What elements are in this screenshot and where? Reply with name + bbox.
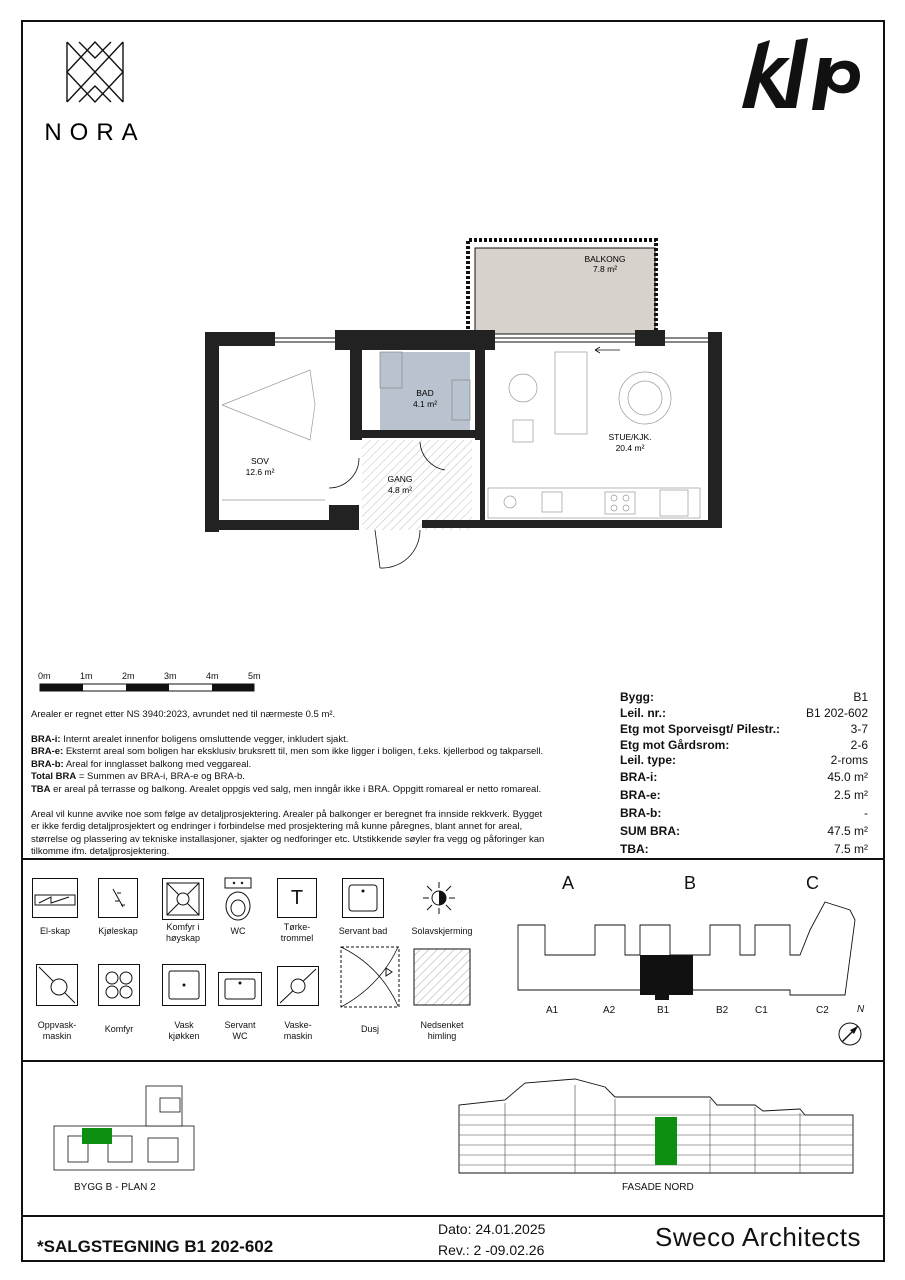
legend-label: Komfyr i høyskap bbox=[165, 922, 200, 943]
klp-logo bbox=[740, 38, 865, 113]
wc-icon bbox=[222, 876, 254, 922]
legend-label: Komfyr bbox=[104, 1024, 134, 1034]
room-name-gang: GANG bbox=[387, 474, 413, 484]
entrance-label: C2 bbox=[816, 1005, 829, 1016]
drawing-date: Dato: 24.01.2025 bbox=[438, 1221, 546, 1237]
hallway-ceiling-hatch bbox=[362, 440, 472, 530]
info-row: TBA: 7.5 m² bbox=[620, 842, 868, 856]
nedsenket-himling-icon bbox=[413, 948, 471, 1006]
komfyr-hoyskap-icon bbox=[162, 878, 204, 920]
apartment-info-table bbox=[620, 690, 868, 860]
servant-bad-icon bbox=[342, 878, 384, 918]
scale-label: 4m bbox=[206, 671, 219, 681]
selected-block-b1 bbox=[640, 955, 693, 995]
site-key-plan bbox=[515, 900, 860, 1000]
legend-label: Nedsenket himling bbox=[420, 1020, 464, 1041]
definition-line: TBA er areal på terrasse og balkong. Arealet oppgis ved salg, men inngår ikke i BRA. Oppgitt romareal er netto romareal. bbox=[31, 783, 542, 795]
disclaimer-line: størrelse og plassering av tekniske installasjoner, sjakter og nedforinger etc. Utstikkende søyler fra vegg og påforinger kan bbox=[31, 833, 545, 845]
drawing-revision: Rev.: 2 -09.02.26 bbox=[438, 1242, 545, 1258]
legend-label: Servant bad bbox=[338, 926, 388, 936]
el-skap-icon bbox=[32, 878, 78, 918]
east-wall bbox=[708, 332, 722, 522]
block-label-c: C bbox=[806, 873, 819, 893]
north-arrow-icon bbox=[836, 1016, 866, 1048]
block-label-a: A bbox=[562, 873, 575, 893]
legend-label: Dusj bbox=[360, 1024, 379, 1034]
room-area-sov: 12.6 m² bbox=[245, 467, 275, 477]
disclaimer-line: er ikke ferdig detaljprosjektert og endringer i forbindelse med prosjektering må kunne påregnes, blant annet for areal, bbox=[31, 821, 523, 833]
vaskemaskin-icon bbox=[277, 966, 319, 1006]
highlighted-unit bbox=[82, 1128, 112, 1144]
area-notes bbox=[31, 709, 601, 859]
definition-line: Total BRA = Summen av BRA-i, BRA-e og BRA-b. bbox=[31, 771, 245, 783]
scale-bar bbox=[40, 684, 260, 694]
room-area-stue: 20.4 m² bbox=[615, 443, 645, 453]
room-name-bad: BAD bbox=[416, 388, 434, 398]
info-row: Etg mot Sporveisgt/ Pilestr.: 3-7 bbox=[620, 722, 868, 736]
legend-label: El-skap bbox=[39, 926, 70, 936]
entrance-label: A2 bbox=[603, 1005, 616, 1016]
servant-wc-icon bbox=[218, 972, 262, 1006]
legend-label: Kjøleskap bbox=[98, 926, 138, 936]
legend-label: Servant WC bbox=[224, 1020, 256, 1041]
torketrommel-icon: T bbox=[277, 878, 317, 918]
block-label-b: B bbox=[684, 873, 697, 893]
solavskjerming-icon bbox=[423, 882, 455, 914]
scale-bar-labels bbox=[38, 671, 268, 683]
floor-plan bbox=[190, 230, 740, 590]
room-name-balkong: BALKONG bbox=[584, 254, 626, 264]
legend-label: Tørke- trommel bbox=[280, 922, 314, 943]
disclaimer-line: tilkomme ifm. detaljprosjektering. bbox=[31, 846, 170, 858]
entrance-label: B1 bbox=[657, 1005, 670, 1016]
definition-line: BRA-i: Internt arealet innenfor boligens omsluttende vegger, inkludert sjakt. bbox=[31, 733, 349, 745]
komfyr-icon bbox=[98, 964, 140, 1006]
info-row: Bygg: B1 bbox=[620, 690, 868, 704]
facade-thumbnail-caption: FASADE NORD bbox=[622, 1182, 694, 1193]
definition-line: BRA-e: Eksternt areal som boligen har eksklusiv bruksrett til, men som ikke ligger i boligen, f.eks. kjellerbod og takparsell. bbox=[31, 746, 544, 758]
room-area-gang: 4.8 m² bbox=[387, 485, 413, 495]
kjoleskap-icon bbox=[98, 878, 138, 918]
room-area-balkong: 7.8 m² bbox=[592, 264, 618, 274]
room-name-sov: SOV bbox=[251, 456, 269, 466]
dusj-icon bbox=[340, 946, 400, 1008]
disclaimer-line: Areal vil kunne avvike noe som følge av detaljprosjektering. Arealer på balkonger er beregnet fra innside rekkverk. Bygget bbox=[31, 808, 543, 820]
west-wall bbox=[205, 332, 219, 532]
facade-thumbnail bbox=[455, 1075, 860, 1175]
room-name-stue: STUE/KJK. bbox=[608, 432, 652, 442]
vask-kjokken-icon bbox=[162, 964, 206, 1006]
room-area-bad: 4.1 m² bbox=[412, 399, 438, 409]
rounding-note: Arealer er regnet etter NS 3940:2023, avrundet ned til nærmeste 0.5 m². bbox=[31, 709, 336, 720]
legend-label: Oppvask- maskin bbox=[37, 1020, 77, 1041]
plan-thumbnail bbox=[48, 1080, 198, 1175]
oppvaskmaskin-icon bbox=[36, 964, 78, 1006]
plan-thumbnail-caption: BYGG B - PLAN 2 bbox=[74, 1182, 156, 1193]
legend-label: Solavskjerming bbox=[411, 926, 473, 936]
entrance-label: B2 bbox=[716, 1005, 729, 1016]
balcony-area bbox=[475, 248, 655, 334]
divider bbox=[21, 1060, 885, 1062]
scale-label: 2m bbox=[122, 671, 135, 681]
highlighted-facade-column bbox=[655, 1117, 677, 1165]
legend-label: Vaske- maskin bbox=[283, 1020, 313, 1041]
entrance-label: A1 bbox=[546, 1005, 559, 1016]
info-row: SUM BRA: 47.5 m² bbox=[620, 824, 868, 838]
drawing-title: *SALGSTEGNING B1 202-602 bbox=[37, 1237, 274, 1256]
scale-label: 0m bbox=[38, 671, 51, 681]
north-label: N bbox=[857, 1004, 865, 1015]
divider bbox=[21, 858, 885, 860]
scale-label: 1m bbox=[80, 671, 93, 681]
nora-logo-text: NORA bbox=[44, 119, 146, 146]
info-row: BRA-i: 45.0 m² bbox=[620, 770, 868, 784]
info-row: BRA-b: - bbox=[620, 806, 868, 820]
entrance-label: C1 bbox=[755, 1005, 768, 1016]
nora-logo bbox=[44, 40, 165, 146]
scale-label: 5m bbox=[248, 671, 261, 681]
legend-label: WC bbox=[230, 926, 246, 936]
info-row: BRA-e: 2.5 m² bbox=[620, 788, 868, 802]
info-row: Leil. nr.: B1 202-602 bbox=[620, 706, 868, 720]
legend-label: Vask kjøkken bbox=[168, 1020, 200, 1041]
info-row: Leil. type: 2-roms bbox=[620, 753, 868, 767]
info-row: Etg mot Gårdsrom: 2-6 bbox=[620, 738, 868, 752]
definition-line: BRA-b: Areal for innglasset balkong med veggareal. bbox=[31, 758, 252, 770]
divider bbox=[21, 1215, 885, 1217]
scale-label: 3m bbox=[164, 671, 177, 681]
architect-firm: Sweco Architects bbox=[655, 1222, 861, 1252]
